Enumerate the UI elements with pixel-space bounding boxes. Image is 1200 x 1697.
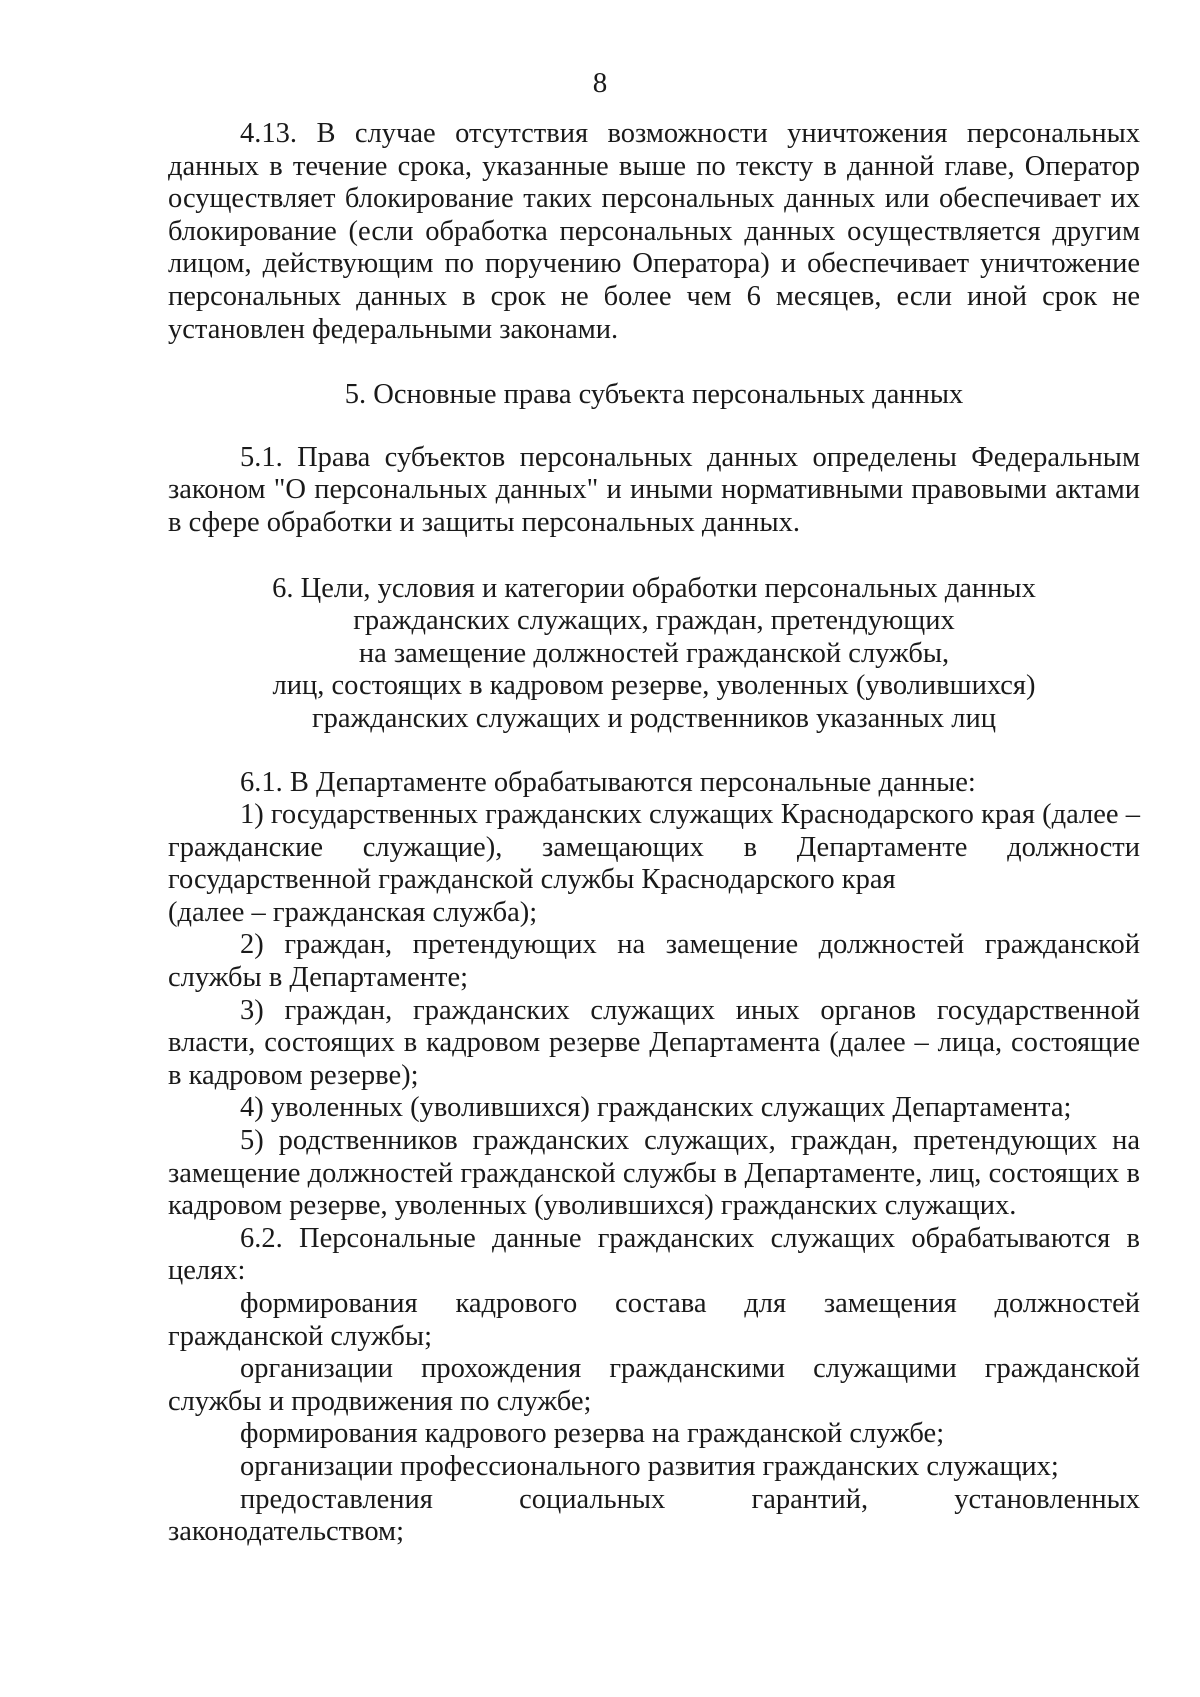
list-item-5: 5) родственников гражданских служащих, граждан, претендующих на замещение должностей гражданской службы в Департаменте, лиц, состоящих в кадровом резерве, уволенных (уволившихся) гражданских служащих. xyxy=(168,1125,1140,1222)
section-6-title-line: на замещение должностей гражданской службы, xyxy=(358,637,950,669)
goal-item-2: организации прохождения гражданскими служащими гражданской службы и продвижения по службе; xyxy=(168,1353,1140,1417)
paragraph-5-1: 5.1. Права субъектов персональных данных определены Федеральным законом "О персональных данных" и иными нормативными правовыми актами в сфере обработки и защиты персональных данных. xyxy=(168,441,1140,538)
section-6-title-line: гражданских служащих, граждан, претендующих xyxy=(353,605,955,637)
list-item-1: 1) государственных гражданских служащих Краснодарского края (далее – гражданские служащие), замещающих в Департаменте должности государственной гражданской службы Краснодарского края xyxy=(168,799,1140,896)
goal-item-5-word: социальных xyxy=(519,1483,666,1515)
section-6-title-line: гражданских служащих и родственников указанных лиц xyxy=(311,702,997,734)
list-item-1-tail: (далее – гражданская служба); xyxy=(168,896,538,928)
section-5-title: 5. Основные права субъекта персональных данных xyxy=(344,379,964,411)
paragraph-4-13: 4.13. В случае отсутствия возможности уничтожения персональных данных в течение срока, указанные выше по тексту в данной главе, Оператор осуществляет блокирование таких персональных данных или обеспечивает их блокирование (если обработка персональных данных осуществляется другим лицом, действующим по поручению Оператора) и обеспечивает уничтожение персональных данных в срок не более чем 6 месяцев, если иной срок не установлен федеральными законами. xyxy=(168,118,1140,345)
goal-item-3: формирования кадрового резерва на гражданской службе; xyxy=(240,1418,945,1450)
section-6-title xyxy=(168,573,1140,736)
list-item-4: 4) уволенных (уволившихся) гражданских служащих Департамента; xyxy=(240,1092,1072,1124)
goal-item-5-word: гарантий, xyxy=(751,1483,869,1515)
goal-item-4: организации профессионального развития гражданских служащих; xyxy=(240,1450,1059,1482)
paragraph-6-1: 6.1. В Департаменте обрабатываются персональные данные: xyxy=(240,766,976,798)
document-body xyxy=(168,118,1140,1549)
list-item-3: 3) граждан, гражданских служащих иных органов государственной власти, состоящих в кадровом резерве Департамента (далее – лица, состоящие в кадровом резерве); xyxy=(168,994,1140,1091)
goal-item-5-tail: законодательством; xyxy=(168,1516,405,1548)
goal-item-5 xyxy=(168,1484,1140,1517)
page-number: 8 xyxy=(592,67,608,99)
section-6-title-line: 6. Цели, условия и категории обработки персональных данных xyxy=(272,572,1036,604)
goal-item-5-word: установленных xyxy=(954,1483,1140,1515)
list-item-2: 2) граждан, претендующих на замещение должностей гражданской службы в Департаменте; xyxy=(168,929,1140,994)
paragraph-6-2: 6.2. Персональные данные гражданских служащих обрабатываются в целях: xyxy=(168,1222,1140,1287)
section-6-title-line: лиц, состоящих в кадровом резерве, уволенных (уволившихся) xyxy=(272,670,1036,702)
goal-item-5-word: предоставления xyxy=(240,1483,433,1515)
goal-item-1: формирования кадрового состава для замещения должностей гражданской службы; xyxy=(168,1288,1140,1352)
